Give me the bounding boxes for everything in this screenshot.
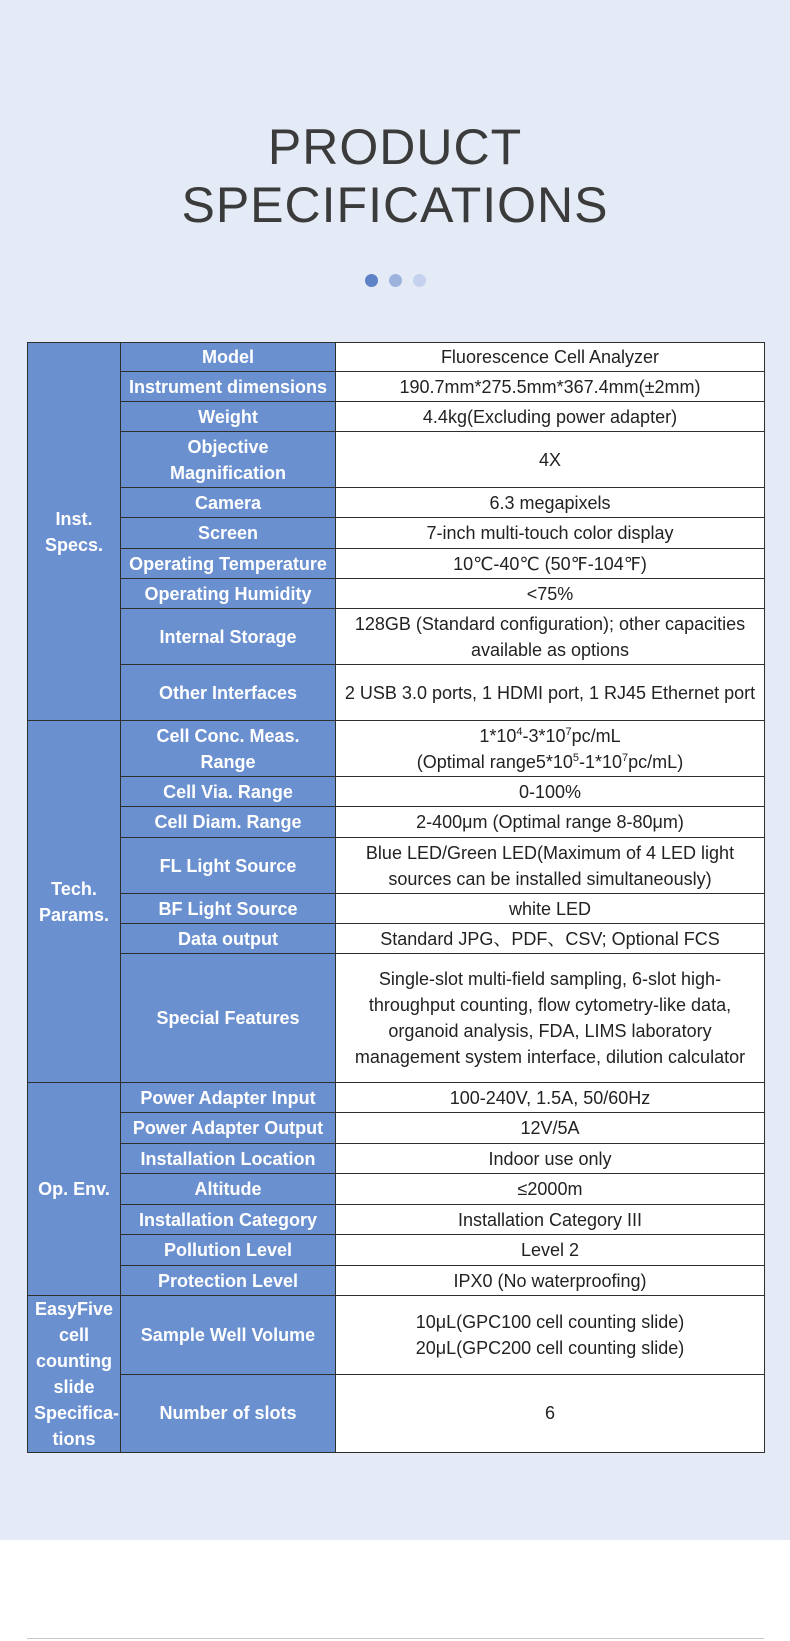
row-value: 6.3 megapixels [336, 488, 765, 518]
row-label: Data output [121, 924, 336, 954]
row-value: 190.7mm*275.5mm*367.4mm(±2mm) [336, 372, 765, 402]
table-row [28, 432, 765, 488]
table-row [28, 1174, 765, 1205]
table-row [28, 777, 765, 807]
row-label: Cell Conc. Meas. Range [121, 721, 336, 777]
table-row [28, 665, 765, 721]
title-line-1: PRODUCT [267, 119, 523, 175]
row-value: 100-240V, 1.5A, 50/60Hz [336, 1083, 765, 1113]
table-row [28, 894, 765, 924]
page-title [0, 118, 790, 234]
row-label: Objective Magnification [121, 432, 336, 488]
row-label: Sample Well Volume [121, 1296, 336, 1375]
table-row [28, 838, 765, 894]
row-label: Operating Humidity [121, 579, 336, 609]
carousel-dot-3[interactable] [413, 274, 426, 287]
divider [27, 1638, 764, 1639]
carousel-dot-2[interactable] [389, 274, 402, 287]
carousel-dots [0, 274, 790, 287]
table-row [28, 924, 765, 954]
table-row [28, 609, 765, 665]
row-value: white LED [336, 894, 765, 924]
well-volume-line-1: 10μL(GPC100 cell counting slide) [415, 1311, 685, 1332]
table-row [28, 1374, 765, 1453]
row-value: Installation Category III [336, 1205, 765, 1235]
row-value: 0-100% [336, 777, 765, 807]
table-row [28, 1296, 765, 1375]
row-label: Internal Storage [121, 609, 336, 665]
row-label: Instrument dimensions [121, 372, 336, 402]
row-value: ≤2000m [336, 1174, 765, 1205]
group-op-env: Op. Env. [28, 1083, 121, 1296]
table-row [28, 402, 765, 432]
row-value-well-volume [336, 1296, 765, 1375]
table-row [28, 1205, 765, 1235]
table-row [28, 518, 765, 549]
row-label: Screen [121, 518, 336, 549]
row-label: Number of slots [121, 1374, 336, 1453]
row-value: Level 2 [336, 1235, 765, 1266]
row-label: FL Light Source [121, 838, 336, 894]
concentration-range-line: $1*10^4-3*10^7pc/mL$ [479, 725, 621, 746]
table-row [28, 1113, 765, 1144]
table-row [28, 488, 765, 518]
table-row [28, 1266, 765, 1296]
table-row [28, 1235, 765, 1266]
row-value: Single-slot multi-field sampling, 6-slot high-throughput counting, flow cytometry-like data, organoid analysis, FDA, LIMS laboratory management system interface, dilution calculator [336, 954, 765, 1083]
row-value: 128GB (Standard configuration); other capacities available as options [336, 609, 765, 665]
table-row [28, 1083, 765, 1113]
title-line-2: SPECIFICATIONS [181, 177, 609, 233]
table-row [28, 343, 765, 372]
row-value: 4.4kg(Excluding power adapter) [336, 402, 765, 432]
row-label: Cell Diam. Range [121, 807, 336, 838]
table-row [28, 1144, 765, 1174]
row-value: Standard JPG、PDF、CSV; Optional FCS [336, 924, 765, 954]
row-value: 2 USB 3.0 ports, 1 HDMI port, 1 RJ45 Ethernet port [336, 665, 765, 721]
row-label: Power Adapter Input [121, 1083, 336, 1113]
row-value: 7-inch multi-touch color display [336, 518, 765, 549]
row-value: 4X [336, 432, 765, 488]
row-label: Power Adapter Output [121, 1113, 336, 1144]
row-label: Installation Location [121, 1144, 336, 1174]
table-row [28, 549, 765, 579]
table-row [28, 579, 765, 609]
row-label: Pollution Level [121, 1235, 336, 1266]
well-volume-line-2: 20μL(GPC200 cell counting slide) [415, 1337, 685, 1358]
row-label: Camera [121, 488, 336, 518]
group-inst-specs: Inst. Specs. [28, 343, 121, 721]
row-label: Cell Via. Range [121, 777, 336, 807]
table-row [28, 372, 765, 402]
row-value: 6 [336, 1374, 765, 1453]
row-label: Installation Category [121, 1205, 336, 1235]
row-value: IPX0 (No waterproofing) [336, 1266, 765, 1296]
row-value: Fluorescence Cell Analyzer [336, 343, 765, 372]
row-label: BF Light Source [121, 894, 336, 924]
row-value: Indoor use only [336, 1144, 765, 1174]
row-value: 12V/5A [336, 1113, 765, 1144]
carousel-dot-1[interactable] [365, 274, 378, 287]
optimal-range-line: (Optimal $range5*10^5-1*10^7pc/mL$) [416, 751, 684, 772]
specifications-table [27, 342, 765, 1453]
row-label: Special Features [121, 954, 336, 1083]
row-label: Weight [121, 402, 336, 432]
row-label: Protection Level [121, 1266, 336, 1296]
group-tech-params: Tech. Params. [28, 721, 121, 1083]
row-value: Blue LED/Green LED(Maximum of 4 LED light sources can be installed simultaneously) [336, 838, 765, 894]
row-value: <75% [336, 579, 765, 609]
row-value-concentration [336, 721, 765, 777]
table-row [28, 807, 765, 838]
row-label: Model [121, 343, 336, 372]
row-value: 2-400μm (Optimal range 8-80μm) [336, 807, 765, 838]
table-row [28, 954, 765, 1083]
group-slide-specs: EasyFive cell counting slide Specifica-tions [28, 1296, 121, 1453]
row-label: Other Interfaces [121, 665, 336, 721]
row-label: Operating Temperature [121, 549, 336, 579]
row-value: 10℃-40℃ (50℉-104℉) [336, 549, 765, 579]
table-row [28, 721, 765, 777]
row-label: Altitude [121, 1174, 336, 1205]
